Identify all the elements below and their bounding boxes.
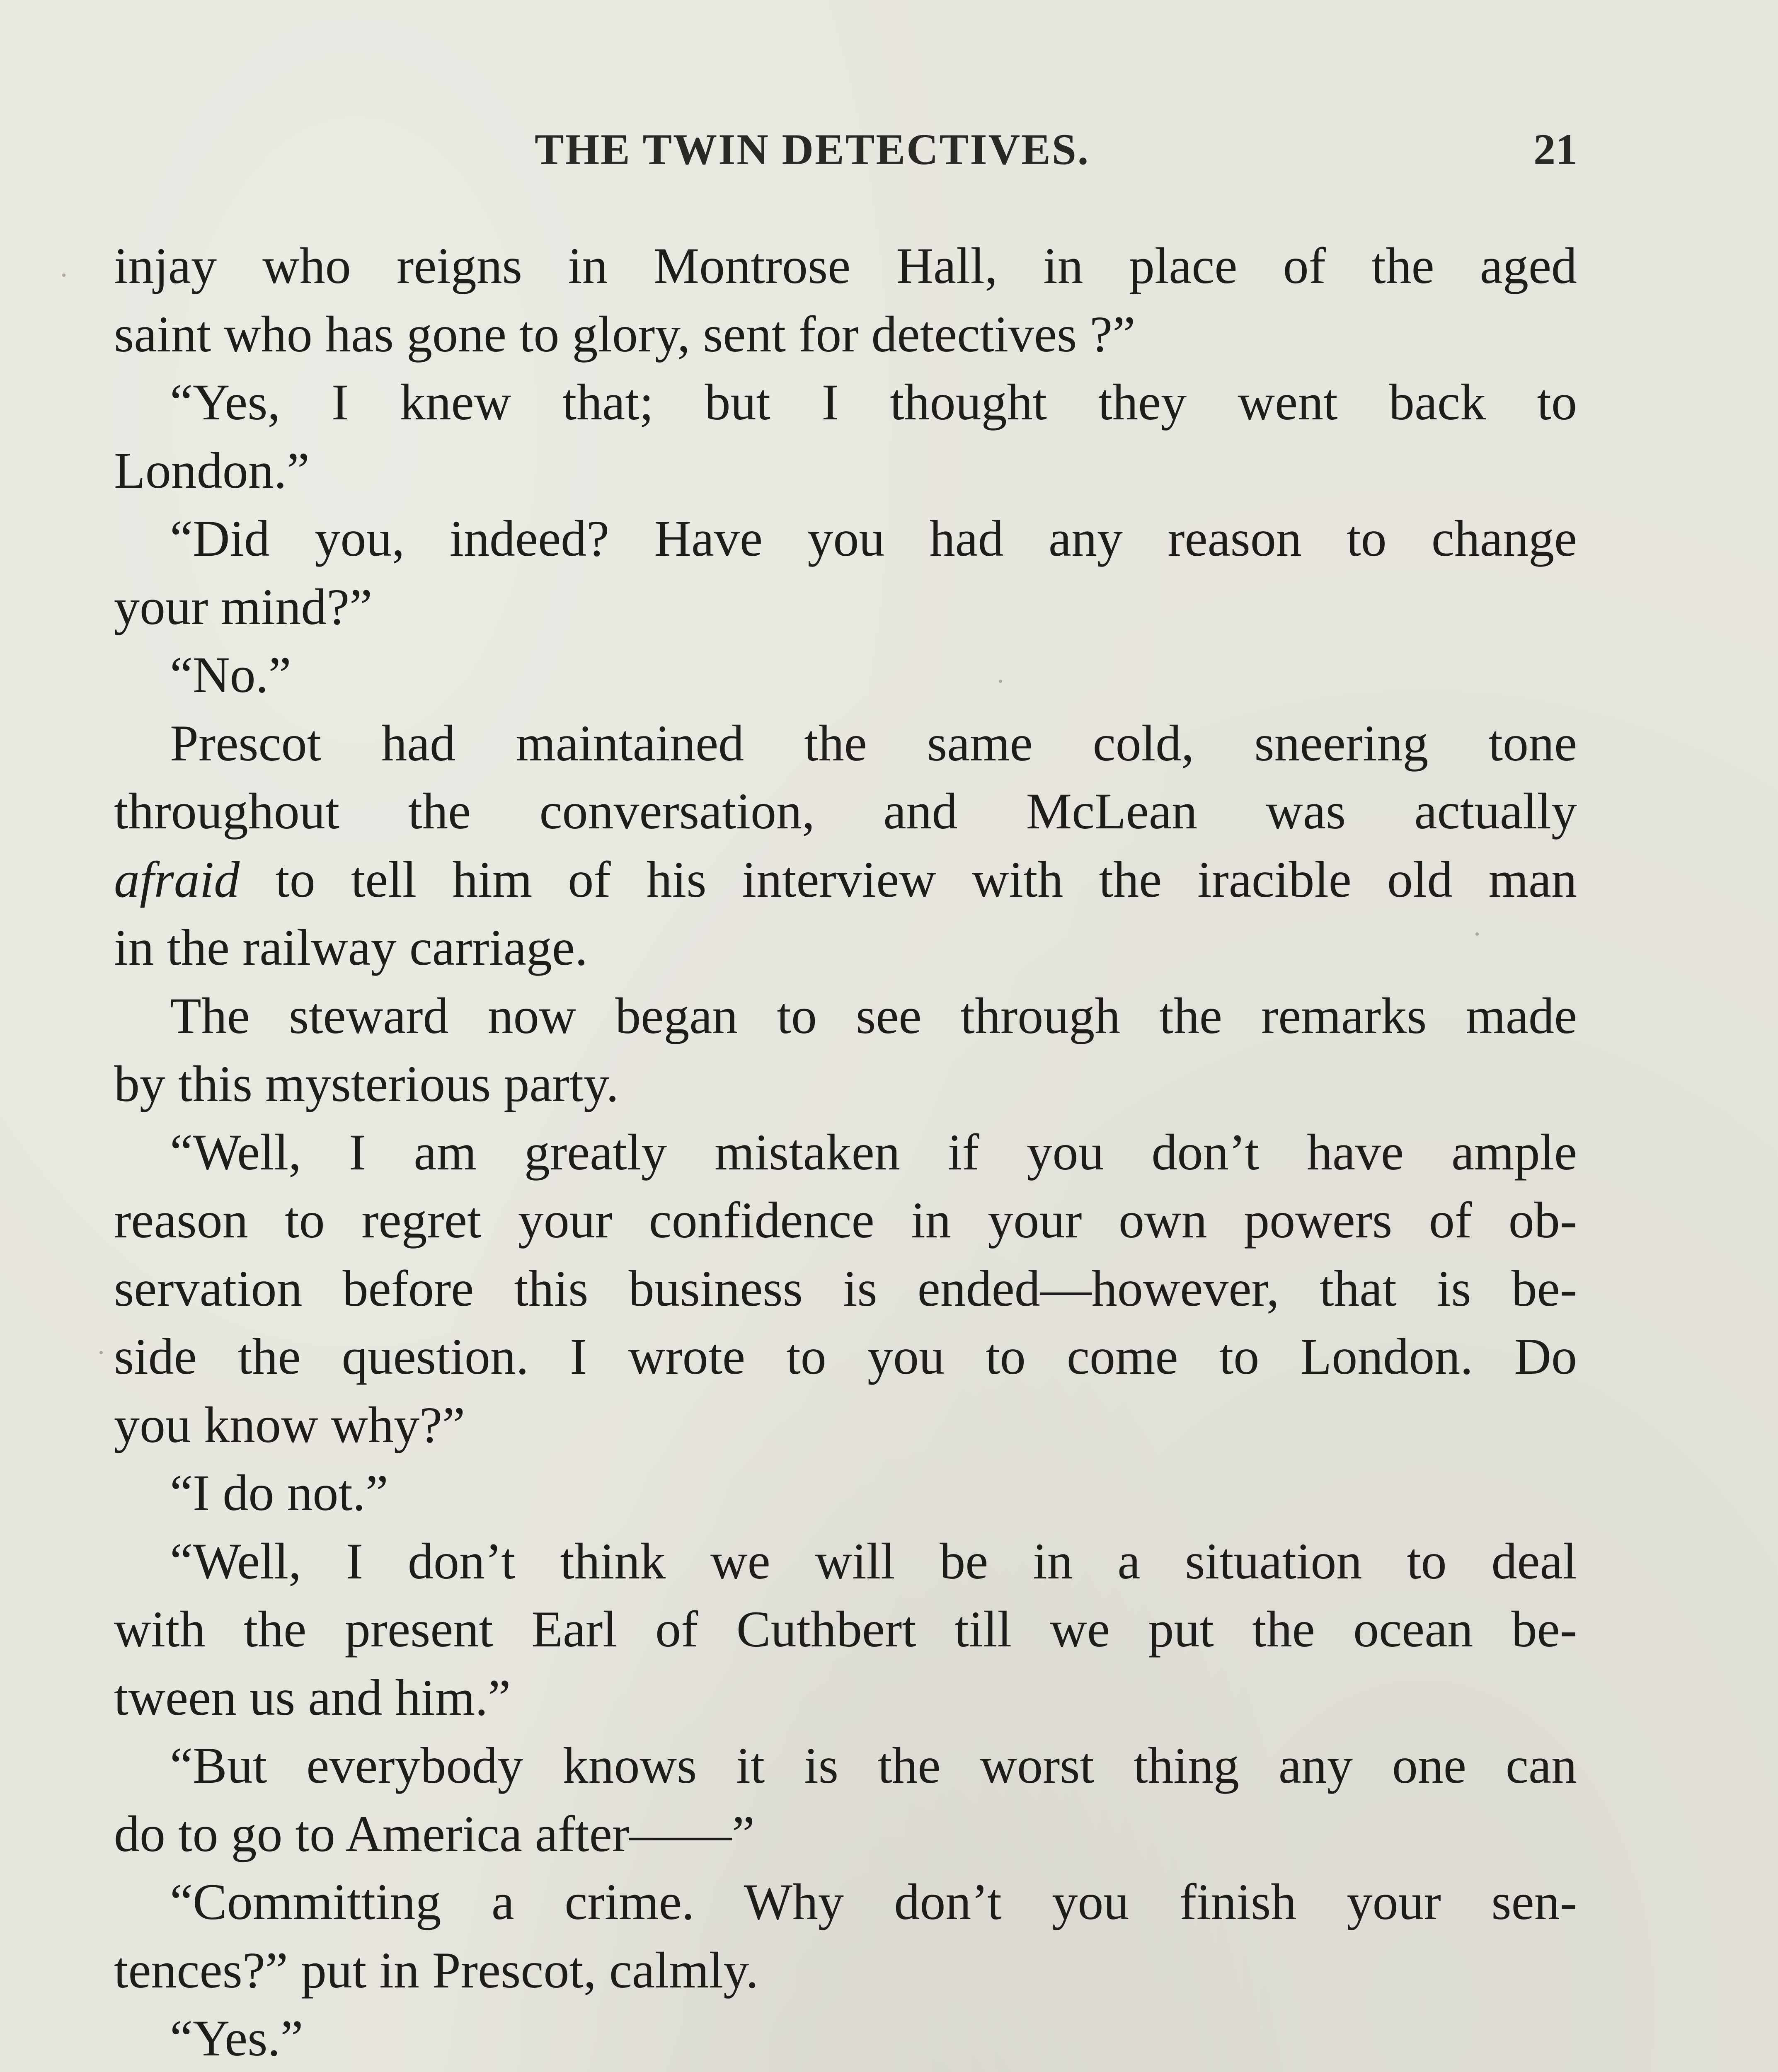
text-segment: “No.” bbox=[170, 646, 291, 703]
text-segment: The steward now began to see through the remarks made bbox=[170, 987, 1577, 1044]
text-line bbox=[114, 2004, 1577, 2072]
text-line bbox=[114, 1595, 1577, 1664]
text-line bbox=[114, 1050, 1577, 1118]
text-segment: tween us and him.” bbox=[114, 1669, 511, 1726]
text-line bbox=[114, 300, 1577, 369]
running-title: THE TWIN DETECTIVES. bbox=[535, 125, 1090, 174]
text-segment: saint who has gone to glory, sent for detectives ?” bbox=[114, 305, 1136, 363]
text-segment: with the present Earl of Cuthbert till we put the ocean be- bbox=[114, 1601, 1577, 1658]
text-line bbox=[114, 1459, 1577, 1527]
text-segment: tences?” put in Prescot, calmly. bbox=[114, 1941, 759, 1999]
text-segment: to tell him of his interview with the iracible old man bbox=[240, 851, 1577, 908]
text-segment: throughout the conversation, and McLean was actually bbox=[114, 783, 1577, 840]
body-text bbox=[114, 232, 1577, 2072]
text-segment: “Yes, I knew that; but I thought they went back to bbox=[170, 374, 1577, 431]
text-segment: side the question. I wrote to you to come to London. Do bbox=[114, 1328, 1577, 1385]
text-line bbox=[114, 982, 1577, 1051]
text-segment: “But everybody knows it is the worst thing any one can bbox=[170, 1737, 1577, 1794]
italic-text: afraid bbox=[114, 851, 240, 908]
paper-speck bbox=[99, 1351, 103, 1354]
text-line bbox=[114, 1186, 1577, 1255]
text-line bbox=[114, 914, 1577, 982]
text-segment: do to go to America after——” bbox=[114, 1805, 755, 1862]
text-line bbox=[114, 709, 1577, 778]
text-line bbox=[114, 846, 1577, 914]
text-line bbox=[114, 1391, 1577, 1460]
paper-speck bbox=[1475, 932, 1479, 936]
text-line bbox=[114, 232, 1577, 300]
text-segment: “Yes.” bbox=[170, 2010, 303, 2067]
text-segment: by this mysterious party. bbox=[114, 1055, 619, 1112]
paper-speck bbox=[62, 274, 65, 277]
text-line bbox=[114, 777, 1577, 846]
text-line bbox=[114, 1936, 1577, 2005]
text-line bbox=[114, 1255, 1577, 1323]
text-segment: you know why?” bbox=[114, 1396, 465, 1453]
text-segment: “Did you, indeed? Have you had any reason to change bbox=[170, 510, 1577, 567]
text-line bbox=[114, 505, 1577, 573]
text-line bbox=[114, 1732, 1577, 1800]
text-segment: in the railway carriage. bbox=[114, 919, 588, 976]
text-segment: your mind?” bbox=[114, 578, 373, 635]
text-line bbox=[114, 1800, 1577, 1869]
paper-speck bbox=[999, 680, 1002, 683]
page-number: 21 bbox=[1533, 125, 1577, 174]
text-segment: London.” bbox=[114, 442, 310, 499]
text-line bbox=[114, 641, 1577, 709]
text-line bbox=[114, 1323, 1577, 1391]
text-segment: servation before this business is ended—however, that is be- bbox=[114, 1260, 1577, 1317]
text-line bbox=[114, 437, 1577, 505]
text-line bbox=[114, 1664, 1577, 1732]
text-line bbox=[114, 1118, 1577, 1187]
text-segment: injay who reigns in Montrose Hall, in place of the aged bbox=[114, 237, 1577, 294]
text-line bbox=[114, 1527, 1577, 1596]
text-line bbox=[114, 368, 1577, 437]
text-segment: “Well, I don’t think we will be in a situation to deal bbox=[170, 1532, 1577, 1590]
text-segment: “Committing a crime. Why don’t you finish your sen- bbox=[170, 1874, 1577, 1930]
text-segment: “Well, I am greatly mistaken if you don’t have ample bbox=[170, 1123, 1577, 1181]
text-line bbox=[114, 573, 1577, 641]
text-segment: Prescot had maintained the same cold, sneering tone bbox=[170, 714, 1577, 772]
text-segment: “I do not.” bbox=[170, 1464, 388, 1521]
text-segment: reason to regret your confidence in your own powers of ob- bbox=[114, 1192, 1577, 1249]
text-line bbox=[114, 1868, 1577, 1936]
